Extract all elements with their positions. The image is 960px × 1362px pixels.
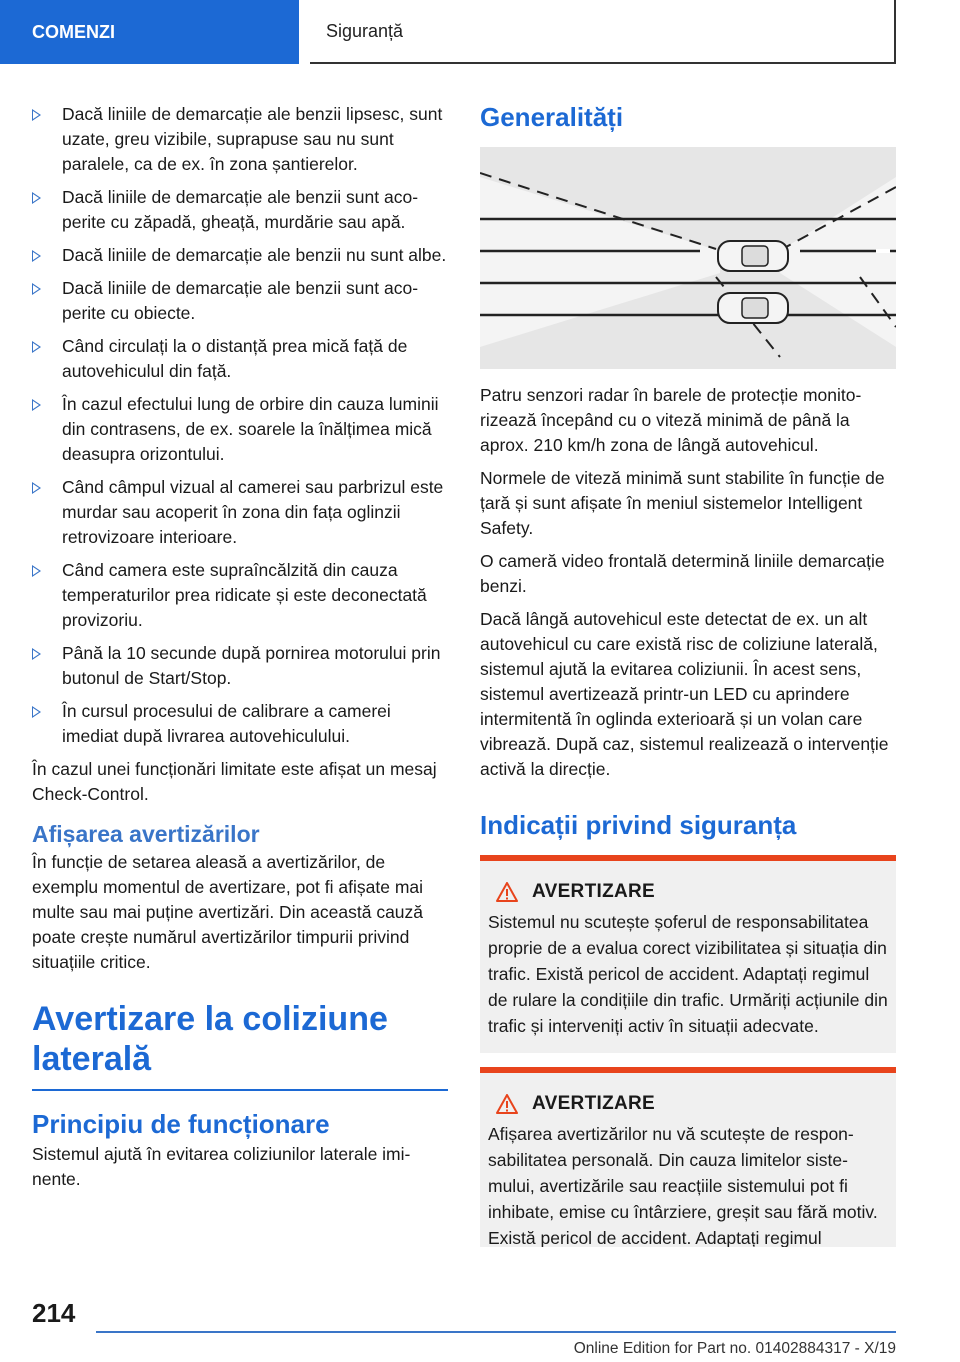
list-item: Când camera este supraîncălzită din cauza temperaturilor prea ridicate și este deconectată provizoriu.: [32, 558, 448, 633]
page-number: 214: [32, 1298, 76, 1328]
footer-edition: Online Edition for Part no. 01402884317 - X/19: [573, 1340, 896, 1357]
triangle-bullet-icon: [32, 482, 41, 494]
section-divider: [32, 1089, 448, 1091]
warning-title: AVERTIZARE: [488, 1093, 888, 1115]
list-item: Dacă liniile de demarcație ale benzii sunt acoperite cu obiecte.: [32, 276, 448, 326]
warning-title: AVERTIZARE: [488, 881, 888, 903]
section-tab: COMENZI: [0, 0, 299, 64]
display-heading: Afișarea avertizărilor: [32, 821, 260, 847]
list-item: Când circulați la o distanță prea mică față de autovehiculul din față.: [32, 334, 448, 384]
principle-heading: Principiu de funcționare: [32, 1109, 330, 1139]
warning-text: Sistemul nu scutește șoferul de responsabilitatea proprie de a evalua corect vizibilitatea și situația din trafic. Există pericol de accident. Adaptați regimul de rulare la condițiile din trafic. Urmăriți acțiunile din trafic și interveniți activ în situații adecvate.: [488, 912, 888, 1036]
car-icon: [718, 293, 788, 323]
footer-divider: [96, 1331, 896, 1333]
list-item: În cursul procesului de calibrare a camerei imediat după livrarea autovehiculului.: [32, 699, 448, 749]
triangle-bullet-icon: [32, 341, 41, 353]
triangle-bullet-icon: [32, 192, 41, 204]
list-item: Când câmpul vizual al camerei sau parbrizul este murdar sau acoperit în zona din fața oglinzii retrovizoare interioare.: [32, 475, 448, 550]
safety-heading: Indicații privind siguranța: [480, 810, 797, 840]
general-paragraph: O cameră video frontală determină liniile demarcație benzi.: [480, 551, 885, 596]
section-title: Avertizare la coliziune laterală: [32, 1000, 388, 1078]
triangle-bullet-icon: [32, 706, 41, 718]
general-paragraph: Patru senzori radar în barele de protecție monitorizează începând cu o viteză minimă de până la aprox. 210 km/h zona de lângă autovehicul.: [480, 385, 862, 455]
warning-box: [480, 1067, 896, 1247]
warning-box: [480, 855, 896, 1053]
warning-triangle-icon: [496, 1094, 518, 1114]
lane-radar-diagram: [480, 147, 896, 369]
triangle-bullet-icon: [32, 399, 41, 411]
general-paragraph: Normele de viteză minimă sunt stabilite în funcție de țară și sunt afișate în meniul sistemelor Intelligent Safety.: [480, 468, 885, 538]
left-column: [32, 102, 448, 1200]
warning-text: Afișarea avertizărilor nu vă scutește de responsabilitatea personală. Din cauza limitelor sistemului, avertizările sau reacțiile sistemului pot fi inhibate, emise cu întârziere, greșit sau fără motiv. Există pericol de accident. Adaptați regimul: [488, 1124, 878, 1247]
principle-text: Sistemul ajută în evitarea coliziunilor laterale iminente.: [32, 1144, 411, 1189]
limited-function-text: În cazul unei funcționări limitate este afișat un mesaj Check-Control.: [32, 759, 437, 804]
triangle-bullet-icon: [32, 648, 41, 660]
chapter-label: Siguranță: [326, 20, 404, 41]
chapter-title: [310, 0, 896, 64]
list-item: Dacă liniile de demarcație ale benzii lipsesc, sunt uzate, greu vizibile, suprapuse sau nu sunt paralele, ca de ex. în zona șantierelor.: [32, 102, 448, 177]
warning-triangle-icon: [496, 882, 518, 902]
list-item: În cazul efectului lung de orbire din cauza luminii din contrasens, de ex. soarele la înălțimea mică deasupra orizontului.: [32, 392, 448, 467]
general-heading: Generalități: [480, 102, 624, 132]
radar-illustration: [480, 147, 896, 369]
triangle-bullet-icon: [32, 565, 41, 577]
right-column: [480, 102, 896, 1261]
list-item: Dacă liniile de demarcație ale benzii nu sunt albe.: [32, 243, 448, 268]
triangle-bullet-icon: [32, 109, 41, 121]
triangle-bullet-icon: [32, 250, 41, 262]
limitation-list: [32, 102, 448, 749]
display-text: În funcție de setarea aleasă a avertizărilor, de exemplu momentul de avertizare, pot fi afișate mai multe sau mai puține avertizări. Din această cauză poate crește numărul avertizărilor timpurii privind situațiile critice.: [32, 852, 424, 972]
car-icon: [718, 241, 788, 271]
list-item: Dacă liniile de demarcație ale benzii sunt acoperite cu zăpadă, gheață, murdărie sau apă.: [32, 185, 448, 235]
triangle-bullet-icon: [32, 283, 41, 295]
list-item: Până la 10 secunde după pornirea motorului prin butonul de Start/Stop.: [32, 641, 448, 691]
general-paragraph: Dacă lângă autovehicul este detectat de ex. un alt autovehicul cu care există risc de coliziune laterală, sistemul ajută la evitarea coliziunii. În acest sens, sistemul avertizează printr-un LED cu aprindere intermitentă în oglinda exterioară și un volan care vibrează. După caz, sistemul realizează o intervenție activă la direcție.: [480, 609, 889, 779]
